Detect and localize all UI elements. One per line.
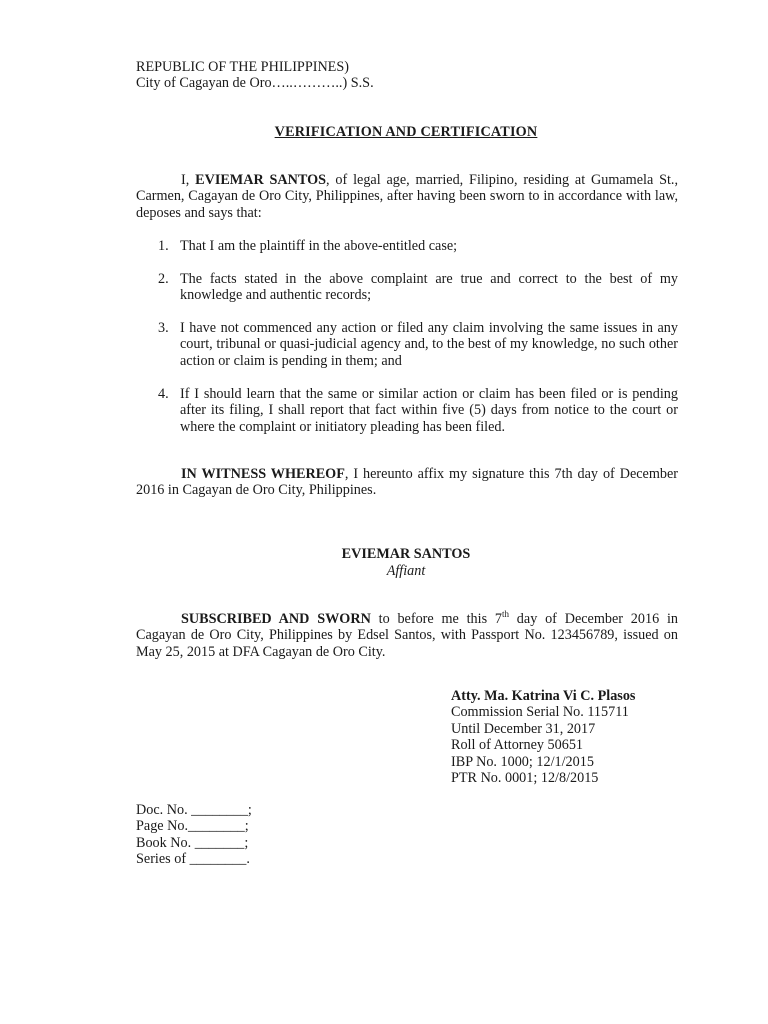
list-item-text: If I should learn that the same or similar action or claim has been filed or is pending after its filing, I shall report that fact within five (5) days from notice to the court or where the complaint or initiatory pleading has been filed. xyxy=(180,386,678,435)
jurat-text-1: to before me this 7 xyxy=(370,611,502,627)
notary-ibp: IBP No. 1000; 12/1/2015 xyxy=(451,753,594,770)
list-item-text: The facts stated in the above complaint are true and correct to the best of my knowledge and authentic records; xyxy=(180,271,678,304)
list-item-number: 3. xyxy=(158,320,169,336)
document-title: VERIFICATION AND CERTIFICATION xyxy=(274,124,538,140)
doc-number-line: Doc. No. ________; xyxy=(136,802,252,818)
notary-until: Until December 31, 2017 xyxy=(451,720,596,737)
list-item-number: 4. xyxy=(158,386,169,402)
affiant-name-inline: EVIEMAR SANTOS xyxy=(195,172,327,188)
intro-text: , of legal age, married, Filipino, residing at Gumamela St., Carmen, Cagayan de Oro City, Philippines, after having been sworn to in accordance with law, deposes and says that: xyxy=(136,172,678,221)
list-item-text: That I am the plaintiff in the above-entitled case; xyxy=(180,238,458,254)
affiant-role-label: Affiant xyxy=(386,563,426,579)
notary-commission: Commission Serial No. 115711 xyxy=(451,704,629,721)
caption-line-city: City of Cagayan de Oro…..………..) S.S. xyxy=(136,75,374,92)
notary-roll: Roll of Attorney 50651 xyxy=(451,737,584,754)
book-number-line: Book No. _______; xyxy=(136,834,249,851)
case-caption xyxy=(136,59,374,92)
page-number-line: Page No.________; xyxy=(136,818,249,835)
jurat-lead: SUBSCRIBED AND SWORN xyxy=(181,611,371,627)
jurat-text-2: day of December 2016 in Cagayan de Oro City, Philippines by Edsel Santos, with Passport No. 123456789, issued on May 25, 2015 at DFA Cagayan de Oro City. xyxy=(136,611,678,660)
notary-block xyxy=(451,688,635,786)
list-item-number: 2. xyxy=(158,271,169,287)
list-item-text: I have not commenced any action or filed any claim involving the same issues in any court, tribunal or quasi-judicial agency and, to the best of my knowledge, no such other action or claim is pending in them; and xyxy=(180,320,678,369)
intro-lead: I, xyxy=(181,172,196,188)
intro-paragraph xyxy=(136,172,678,221)
notary-ptr: PTR No. 0001; 12/8/2015 xyxy=(451,770,599,787)
notary-name: Atty. Ma. Katrina Vi C. Plasos xyxy=(451,688,636,704)
caption-line-republic: REPUBLIC OF THE PHILIPPINES) xyxy=(136,59,349,75)
jurat-ordinal-suffix: th xyxy=(502,609,510,619)
affiant-signature-name: EVIEMAR SANTOS xyxy=(341,546,471,562)
series-line: Series of ________. xyxy=(136,851,250,868)
notarial-register-block xyxy=(136,802,252,868)
jurat-paragraph xyxy=(136,611,678,660)
witness-text: , I hereunto affix my signature this 7th day of December 2016 in Cagayan de Oro City, Philippines. xyxy=(136,466,678,499)
list-item-number: 1. xyxy=(158,238,169,254)
witness-lead: IN WITNESS WHEREOF xyxy=(181,466,345,482)
witness-paragraph xyxy=(136,466,678,499)
